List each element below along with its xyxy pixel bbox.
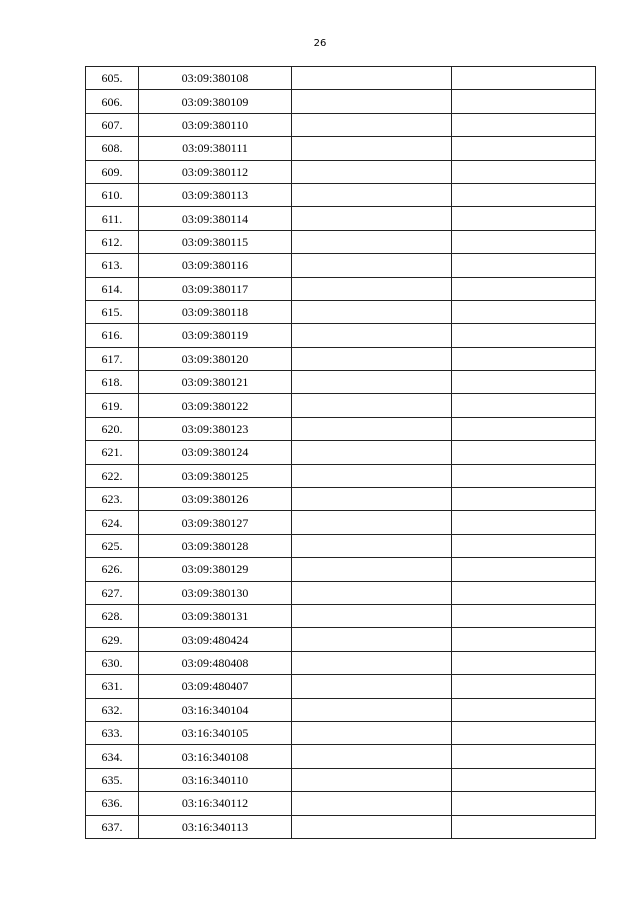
- page-number: 26: [313, 38, 327, 49]
- empty-cell: [452, 230, 596, 253]
- empty-cell: [292, 67, 452, 90]
- cadastral-code-cell: 03:09:380110: [139, 113, 292, 136]
- empty-cell: [452, 511, 596, 534]
- empty-cell: [452, 394, 596, 417]
- row-number-cell: 616.: [86, 324, 139, 347]
- table-row: [86, 113, 596, 136]
- table-row: [86, 207, 596, 230]
- cadastral-code-cell: 03:09:380113: [139, 183, 292, 206]
- table-row: [86, 90, 596, 113]
- table-row: [86, 324, 596, 347]
- row-number-cell: 625.: [86, 534, 139, 557]
- empty-cell: [292, 581, 452, 604]
- empty-cell: [452, 651, 596, 674]
- cadastral-code-cell: 03:09:380115: [139, 230, 292, 253]
- empty-cell: [292, 721, 452, 744]
- empty-cell: [292, 768, 452, 791]
- row-number-cell: 634.: [86, 745, 139, 768]
- empty-cell: [292, 745, 452, 768]
- empty-cell: [452, 90, 596, 113]
- cadastral-code-cell: 03:09:480408: [139, 651, 292, 674]
- empty-cell: [452, 277, 596, 300]
- cadastral-code-cell: 03:16:340108: [139, 745, 292, 768]
- empty-cell: [292, 324, 452, 347]
- row-number-cell: 619.: [86, 394, 139, 417]
- empty-cell: [452, 815, 596, 838]
- empty-cell: [452, 675, 596, 698]
- empty-cell: [452, 768, 596, 791]
- table-row: [86, 651, 596, 674]
- table-row: [86, 745, 596, 768]
- row-number-cell: 614.: [86, 277, 139, 300]
- empty-cell: [292, 464, 452, 487]
- row-number-cell: 610.: [86, 183, 139, 206]
- row-number-cell: 615.: [86, 300, 139, 323]
- table-row: [86, 347, 596, 370]
- table-row: [86, 511, 596, 534]
- cadastral-code-cell: 03:09:380123: [139, 417, 292, 440]
- row-number-cell: 605.: [86, 67, 139, 90]
- row-number-cell: 635.: [86, 768, 139, 791]
- cadastral-code-cell: 03:09:380125: [139, 464, 292, 487]
- table-row: [86, 300, 596, 323]
- row-number-cell: 618.: [86, 371, 139, 394]
- empty-cell: [452, 698, 596, 721]
- empty-cell: [292, 651, 452, 674]
- empty-cell: [292, 254, 452, 277]
- cadastral-code-cell: 03:09:380109: [139, 90, 292, 113]
- row-number-cell: 624.: [86, 511, 139, 534]
- row-number-cell: 608.: [86, 137, 139, 160]
- empty-cell: [452, 183, 596, 206]
- table-row: [86, 698, 596, 721]
- empty-cell: [292, 183, 452, 206]
- cadastral-code-cell: 03:09:380122: [139, 394, 292, 417]
- cadastral-code-cell: 03:16:340105: [139, 721, 292, 744]
- empty-cell: [292, 604, 452, 627]
- table-row: [86, 67, 596, 90]
- cadastral-code-cell: 03:09:380111: [139, 137, 292, 160]
- table-row: [86, 464, 596, 487]
- empty-cell: [292, 300, 452, 323]
- table-row: [86, 417, 596, 440]
- table-row: [86, 277, 596, 300]
- empty-cell: [292, 675, 452, 698]
- cadastral-code-cell: 03:09:380120: [139, 347, 292, 370]
- row-number-cell: 629.: [86, 628, 139, 651]
- table-row: [86, 137, 596, 160]
- empty-cell: [452, 160, 596, 183]
- table-row: [86, 160, 596, 183]
- cadastral-code-cell: 03:16:340113: [139, 815, 292, 838]
- cadastral-code-cell: 03:16:340110: [139, 768, 292, 791]
- cadastral-code-cell: 03:16:340112: [139, 792, 292, 815]
- empty-cell: [292, 90, 452, 113]
- empty-cell: [292, 230, 452, 253]
- empty-cell: [292, 394, 452, 417]
- empty-cell: [452, 464, 596, 487]
- empty-cell: [452, 441, 596, 464]
- row-number-cell: 617.: [86, 347, 139, 370]
- empty-cell: [452, 207, 596, 230]
- empty-cell: [292, 113, 452, 136]
- row-number-cell: 611.: [86, 207, 139, 230]
- cadastral-code-cell: 03:09:380126: [139, 488, 292, 511]
- cadastral-table: [85, 66, 596, 839]
- row-number-cell: 637.: [86, 815, 139, 838]
- table-row: [86, 768, 596, 791]
- table-row: [86, 534, 596, 557]
- empty-cell: [452, 300, 596, 323]
- empty-cell: [292, 371, 452, 394]
- empty-cell: [292, 417, 452, 440]
- table-row: [86, 394, 596, 417]
- cadastral-code-cell: 03:16:340104: [139, 698, 292, 721]
- empty-cell: [292, 792, 452, 815]
- table-row: [86, 815, 596, 838]
- table-row: [86, 721, 596, 744]
- table-row: [86, 581, 596, 604]
- row-number-cell: 606.: [86, 90, 139, 113]
- empty-cell: [452, 745, 596, 768]
- row-number-cell: 621.: [86, 441, 139, 464]
- empty-cell: [292, 558, 452, 581]
- cadastral-code-cell: 03:09:380130: [139, 581, 292, 604]
- table-row: [86, 371, 596, 394]
- empty-cell: [292, 815, 452, 838]
- empty-cell: [452, 792, 596, 815]
- cadastral-code-cell: 03:09:380118: [139, 300, 292, 323]
- empty-cell: [292, 347, 452, 370]
- row-number-cell: 630.: [86, 651, 139, 674]
- empty-cell: [452, 628, 596, 651]
- cadastral-code-cell: 03:09:380128: [139, 534, 292, 557]
- empty-cell: [292, 534, 452, 557]
- empty-cell: [452, 67, 596, 90]
- table-row: [86, 675, 596, 698]
- row-number-cell: 620.: [86, 417, 139, 440]
- empty-cell: [452, 324, 596, 347]
- empty-cell: [452, 347, 596, 370]
- empty-cell: [452, 137, 596, 160]
- empty-cell: [292, 277, 452, 300]
- empty-cell: [292, 207, 452, 230]
- table-body: [86, 67, 596, 839]
- empty-cell: [452, 371, 596, 394]
- empty-cell: [452, 581, 596, 604]
- table-row: [86, 441, 596, 464]
- empty-cell: [452, 604, 596, 627]
- table-row: [86, 488, 596, 511]
- empty-cell: [452, 558, 596, 581]
- row-number-cell: 613.: [86, 254, 139, 277]
- cadastral-code-cell: 03:09:380124: [139, 441, 292, 464]
- row-number-cell: 612.: [86, 230, 139, 253]
- empty-cell: [452, 113, 596, 136]
- row-number-cell: 626.: [86, 558, 139, 581]
- table-row: [86, 230, 596, 253]
- empty-cell: [292, 698, 452, 721]
- cadastral-code-cell: 03:09:380127: [139, 511, 292, 534]
- empty-cell: [452, 254, 596, 277]
- empty-cell: [292, 511, 452, 534]
- cadastral-code-cell: 03:09:380131: [139, 604, 292, 627]
- cadastral-code-cell: 03:09:380116: [139, 254, 292, 277]
- empty-cell: [452, 488, 596, 511]
- empty-cell: [452, 721, 596, 744]
- row-number-cell: 623.: [86, 488, 139, 511]
- empty-cell: [452, 417, 596, 440]
- row-number-cell: 622.: [86, 464, 139, 487]
- empty-cell: [452, 534, 596, 557]
- row-number-cell: 609.: [86, 160, 139, 183]
- cadastral-code-cell: 03:09:480407: [139, 675, 292, 698]
- row-number-cell: 632.: [86, 698, 139, 721]
- cadastral-code-cell: 03:09:380119: [139, 324, 292, 347]
- row-number-cell: 627.: [86, 581, 139, 604]
- empty-cell: [292, 137, 452, 160]
- cadastral-code-cell: 03:09:380112: [139, 160, 292, 183]
- row-number-cell: 607.: [86, 113, 139, 136]
- row-number-cell: 628.: [86, 604, 139, 627]
- row-number-cell: 631.: [86, 675, 139, 698]
- empty-cell: [292, 441, 452, 464]
- row-number-cell: 636.: [86, 792, 139, 815]
- table-row: [86, 254, 596, 277]
- cadastral-code-cell: 03:09:380117: [139, 277, 292, 300]
- table-row: [86, 183, 596, 206]
- empty-cell: [292, 628, 452, 651]
- table-row: [86, 604, 596, 627]
- cadastral-code-cell: 03:09:380121: [139, 371, 292, 394]
- table-row: [86, 628, 596, 651]
- table-row: [86, 792, 596, 815]
- cadastral-code-cell: 03:09:380108: [139, 67, 292, 90]
- empty-cell: [292, 488, 452, 511]
- table-row: [86, 558, 596, 581]
- cadastral-code-cell: 03:09:380114: [139, 207, 292, 230]
- cadastral-code-cell: 03:09:480424: [139, 628, 292, 651]
- row-number-cell: 633.: [86, 721, 139, 744]
- cadastral-code-cell: 03:09:380129: [139, 558, 292, 581]
- empty-cell: [292, 160, 452, 183]
